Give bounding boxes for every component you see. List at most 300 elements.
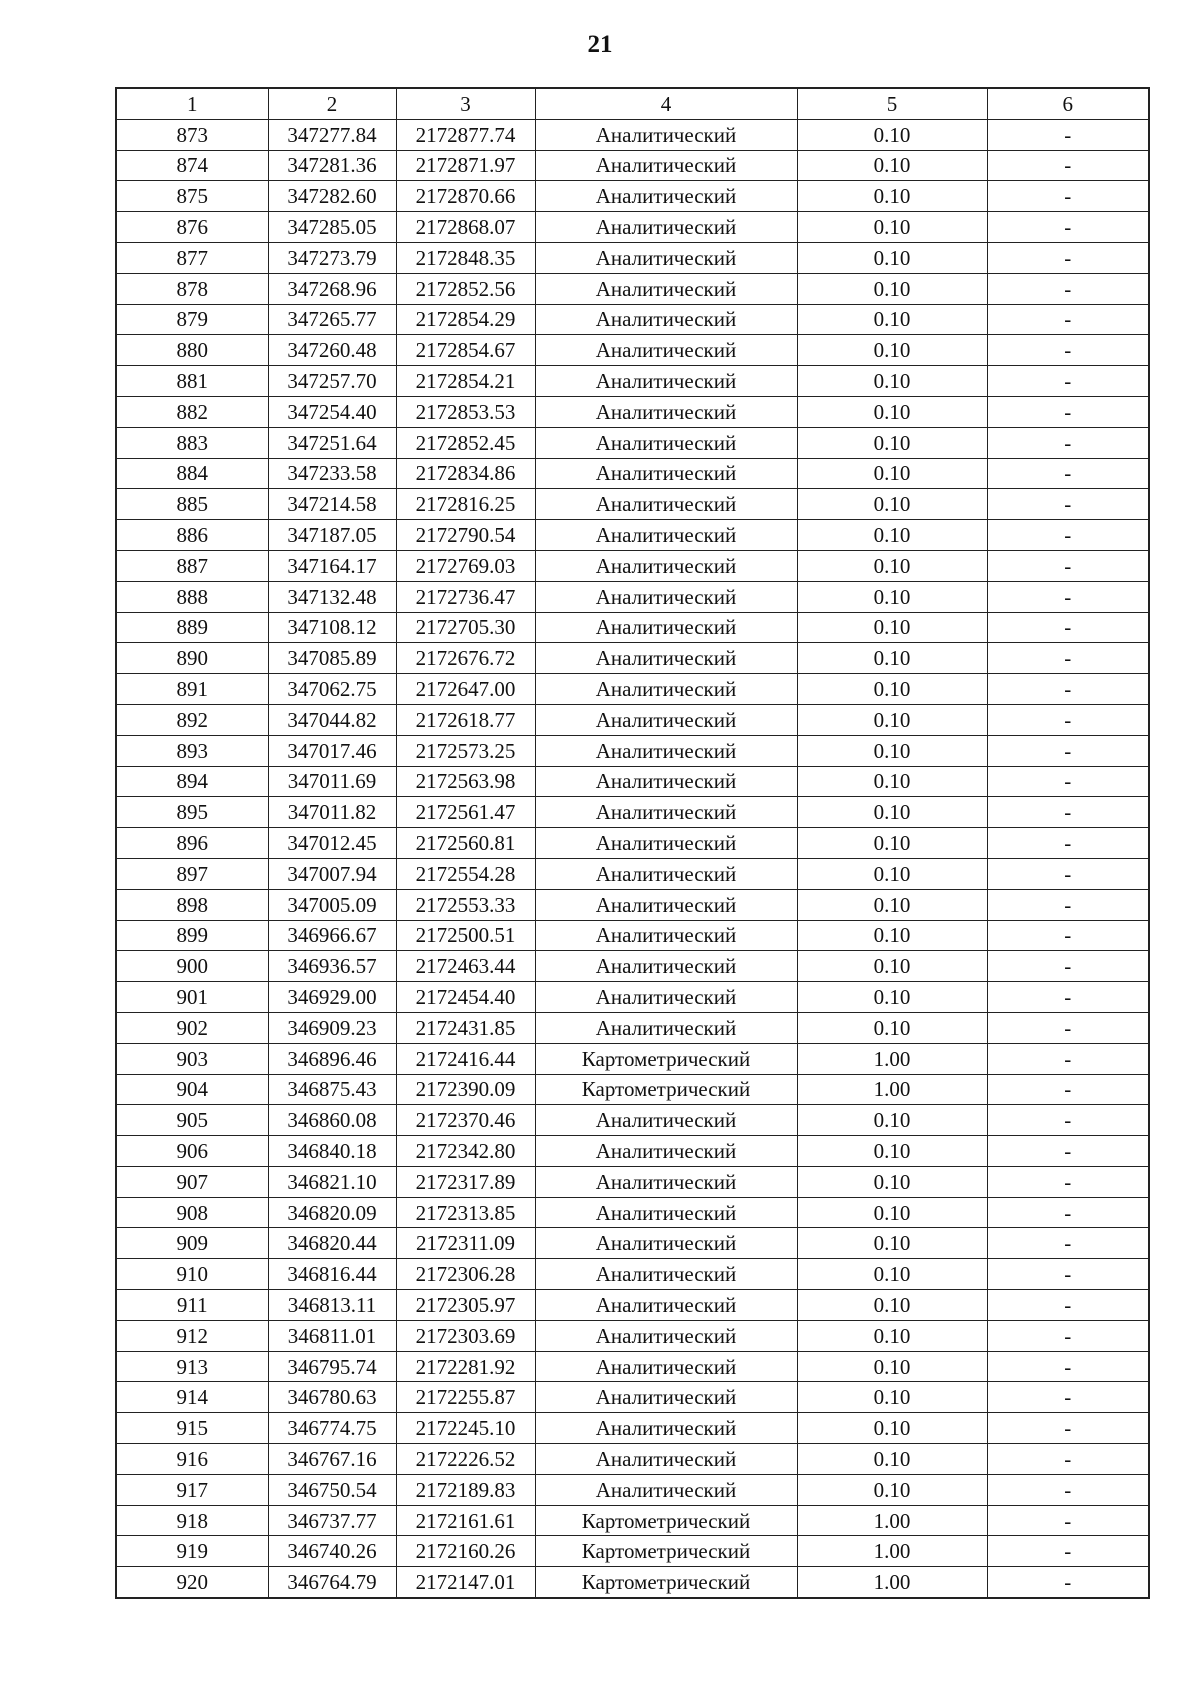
table-row: [116, 982, 1149, 1013]
x-coordinate-cell: 347187.05: [268, 520, 396, 551]
x-coordinate-cell: 347282.60: [268, 181, 396, 212]
x-coordinate-cell: 346767.16: [268, 1444, 396, 1475]
y-coordinate-cell: 2172342.80: [396, 1136, 535, 1167]
table-row: [116, 1382, 1149, 1413]
x-coordinate-cell: 346966.67: [268, 920, 396, 951]
method-cell: Аналитический: [535, 828, 797, 859]
point-number-cell: 897: [116, 858, 268, 889]
x-coordinate-cell: 347265.77: [268, 304, 396, 335]
point-number-cell: 893: [116, 735, 268, 766]
accuracy-cell: 0.10: [797, 1474, 987, 1505]
y-coordinate-cell: 2172563.98: [396, 766, 535, 797]
method-cell: Аналитический: [535, 889, 797, 920]
accuracy-cell: 0.10: [797, 889, 987, 920]
y-coordinate-cell: 2172255.87: [396, 1382, 535, 1413]
method-cell: Картометрический: [535, 1043, 797, 1074]
accuracy-cell: 0.10: [797, 674, 987, 705]
x-coordinate-cell: 347108.12: [268, 612, 396, 643]
table-row: [116, 335, 1149, 366]
table-row: [116, 704, 1149, 735]
table-body: [116, 119, 1149, 1598]
table-row: [116, 858, 1149, 889]
column-header-2: 2: [268, 88, 396, 119]
accuracy-cell: 0.10: [797, 427, 987, 458]
point-number-cell: 902: [116, 1012, 268, 1043]
table-row: [116, 304, 1149, 335]
method-cell: Аналитический: [535, 520, 797, 551]
table-row: [116, 458, 1149, 489]
point-number-cell: 884: [116, 458, 268, 489]
note-cell: -: [987, 1320, 1149, 1351]
point-number-cell: 901: [116, 982, 268, 1013]
accuracy-cell: 0.10: [797, 1290, 987, 1321]
point-number-cell: 877: [116, 242, 268, 273]
y-coordinate-cell: 2172852.56: [396, 273, 535, 304]
point-number-cell: 878: [116, 273, 268, 304]
note-cell: -: [987, 982, 1149, 1013]
x-coordinate-cell: 347005.09: [268, 889, 396, 920]
y-coordinate-cell: 2172454.40: [396, 982, 535, 1013]
note-cell: -: [987, 735, 1149, 766]
point-number-cell: 898: [116, 889, 268, 920]
y-coordinate-cell: 2172848.35: [396, 242, 535, 273]
table-row: [116, 212, 1149, 243]
table-row: [116, 1444, 1149, 1475]
accuracy-cell: 0.10: [797, 982, 987, 1013]
y-coordinate-cell: 2172854.21: [396, 366, 535, 397]
note-cell: -: [987, 1536, 1149, 1567]
point-number-cell: 919: [116, 1536, 268, 1567]
x-coordinate-cell: 347268.96: [268, 273, 396, 304]
y-coordinate-cell: 2172816.25: [396, 489, 535, 520]
table-row: [116, 1043, 1149, 1074]
y-coordinate-cell: 2172463.44: [396, 951, 535, 982]
method-cell: Аналитический: [535, 181, 797, 212]
method-cell: Картометрический: [535, 1567, 797, 1598]
note-cell: -: [987, 366, 1149, 397]
point-number-cell: 918: [116, 1505, 268, 1536]
accuracy-cell: 0.10: [797, 1413, 987, 1444]
accuracy-cell: 0.10: [797, 366, 987, 397]
x-coordinate-cell: 346795.74: [268, 1351, 396, 1382]
point-number-cell: 886: [116, 520, 268, 551]
accuracy-cell: 0.10: [797, 612, 987, 643]
x-coordinate-cell: 347017.46: [268, 735, 396, 766]
point-number-cell: 895: [116, 797, 268, 828]
note-cell: -: [987, 1382, 1149, 1413]
accuracy-cell: 0.10: [797, 1228, 987, 1259]
note-cell: -: [987, 828, 1149, 859]
x-coordinate-cell: 346909.23: [268, 1012, 396, 1043]
table-row: [116, 1228, 1149, 1259]
x-coordinate-cell: 346860.08: [268, 1105, 396, 1136]
note-cell: -: [987, 396, 1149, 427]
note-cell: -: [987, 612, 1149, 643]
method-cell: Аналитический: [535, 1351, 797, 1382]
table-row: [116, 1105, 1149, 1136]
table-row: [116, 920, 1149, 951]
accuracy-cell: 1.00: [797, 1074, 987, 1105]
accuracy-cell: 0.10: [797, 1136, 987, 1167]
column-header-1: 1: [116, 88, 268, 119]
y-coordinate-cell: 2172877.74: [396, 119, 535, 150]
accuracy-cell: 0.10: [797, 828, 987, 859]
accuracy-cell: 0.10: [797, 181, 987, 212]
accuracy-cell: 0.10: [797, 643, 987, 674]
x-coordinate-cell: 347251.64: [268, 427, 396, 458]
point-number-cell: 907: [116, 1166, 268, 1197]
y-coordinate-cell: 2172500.51: [396, 920, 535, 951]
method-cell: Аналитический: [535, 982, 797, 1013]
accuracy-cell: 0.10: [797, 1259, 987, 1290]
note-cell: -: [987, 1351, 1149, 1382]
method-cell: Аналитический: [535, 119, 797, 150]
x-coordinate-cell: 346936.57: [268, 951, 396, 982]
method-cell: Аналитический: [535, 858, 797, 889]
table-row: [116, 1074, 1149, 1105]
method-cell: Аналитический: [535, 1382, 797, 1413]
point-number-cell: 903: [116, 1043, 268, 1074]
column-header-3: 3: [396, 88, 535, 119]
note-cell: -: [987, 1043, 1149, 1074]
table-row: [116, 1567, 1149, 1598]
accuracy-cell: 0.10: [797, 581, 987, 612]
table-row: [116, 1290, 1149, 1321]
method-cell: Аналитический: [535, 704, 797, 735]
y-coordinate-cell: 2172871.97: [396, 150, 535, 181]
accuracy-cell: 0.10: [797, 550, 987, 581]
accuracy-cell: 0.10: [797, 766, 987, 797]
method-cell: Аналитический: [535, 335, 797, 366]
note-cell: -: [987, 458, 1149, 489]
note-cell: -: [987, 581, 1149, 612]
x-coordinate-cell: 347085.89: [268, 643, 396, 674]
note-cell: -: [987, 1166, 1149, 1197]
table-row: [116, 951, 1149, 982]
y-coordinate-cell: 2172561.47: [396, 797, 535, 828]
x-coordinate-cell: 347011.69: [268, 766, 396, 797]
x-coordinate-cell: 346813.11: [268, 1290, 396, 1321]
method-cell: Аналитический: [535, 1136, 797, 1167]
x-coordinate-cell: 346896.46: [268, 1043, 396, 1074]
y-coordinate-cell: 2172431.85: [396, 1012, 535, 1043]
method-cell: Аналитический: [535, 1413, 797, 1444]
method-cell: Аналитический: [535, 1105, 797, 1136]
x-coordinate-cell: 347281.36: [268, 150, 396, 181]
accuracy-cell: 0.10: [797, 304, 987, 335]
table-row: [116, 797, 1149, 828]
table-row: [116, 735, 1149, 766]
table-row: [116, 828, 1149, 859]
accuracy-cell: 1.00: [797, 1505, 987, 1536]
y-coordinate-cell: 2172189.83: [396, 1474, 535, 1505]
point-number-cell: 910: [116, 1259, 268, 1290]
table-row: [116, 1259, 1149, 1290]
note-cell: -: [987, 889, 1149, 920]
note-cell: -: [987, 1290, 1149, 1321]
y-coordinate-cell: 2172870.66: [396, 181, 535, 212]
accuracy-cell: 0.10: [797, 150, 987, 181]
table-row: [116, 550, 1149, 581]
note-cell: -: [987, 1505, 1149, 1536]
table-row: [116, 612, 1149, 643]
y-coordinate-cell: 2172834.86: [396, 458, 535, 489]
accuracy-cell: 0.10: [797, 858, 987, 889]
accuracy-cell: 0.10: [797, 242, 987, 273]
accuracy-cell: 0.10: [797, 1320, 987, 1351]
note-cell: -: [987, 1136, 1149, 1167]
method-cell: Аналитический: [535, 1197, 797, 1228]
method-cell: Аналитический: [535, 1444, 797, 1475]
point-number-cell: 908: [116, 1197, 268, 1228]
x-coordinate-cell: 347132.48: [268, 581, 396, 612]
y-coordinate-cell: 2172303.69: [396, 1320, 535, 1351]
method-cell: Картометрический: [535, 1074, 797, 1105]
y-coordinate-cell: 2172281.92: [396, 1351, 535, 1382]
table-row: [116, 1197, 1149, 1228]
table-row: [116, 1536, 1149, 1567]
point-number-cell: 883: [116, 427, 268, 458]
table-row: [116, 1474, 1149, 1505]
point-number-cell: 896: [116, 828, 268, 859]
y-coordinate-cell: 2172390.09: [396, 1074, 535, 1105]
table-row: [116, 889, 1149, 920]
point-number-cell: 892: [116, 704, 268, 735]
accuracy-cell: 1.00: [797, 1536, 987, 1567]
table-row: [116, 581, 1149, 612]
x-coordinate-cell: 347260.48: [268, 335, 396, 366]
x-coordinate-cell: 346840.18: [268, 1136, 396, 1167]
note-cell: -: [987, 920, 1149, 951]
note-cell: -: [987, 797, 1149, 828]
x-coordinate-cell: 346929.00: [268, 982, 396, 1013]
accuracy-cell: 0.10: [797, 1197, 987, 1228]
accuracy-cell: 0.10: [797, 1444, 987, 1475]
y-coordinate-cell: 2172245.10: [396, 1413, 535, 1444]
table-row: [116, 181, 1149, 212]
accuracy-cell: 0.10: [797, 920, 987, 951]
point-number-cell: 916: [116, 1444, 268, 1475]
note-cell: -: [987, 1259, 1149, 1290]
y-coordinate-cell: 2172305.97: [396, 1290, 535, 1321]
note-cell: -: [987, 1474, 1149, 1505]
note-cell: -: [987, 427, 1149, 458]
y-coordinate-cell: 2172854.29: [396, 304, 535, 335]
method-cell: Аналитический: [535, 304, 797, 335]
point-number-cell: 920: [116, 1567, 268, 1598]
y-coordinate-cell: 2172647.00: [396, 674, 535, 705]
x-coordinate-cell: 347277.84: [268, 119, 396, 150]
y-coordinate-cell: 2172852.45: [396, 427, 535, 458]
y-coordinate-cell: 2172226.52: [396, 1444, 535, 1475]
method-cell: Аналитический: [535, 1259, 797, 1290]
point-number-cell: 905: [116, 1105, 268, 1136]
x-coordinate-cell: 347007.94: [268, 858, 396, 889]
y-coordinate-cell: 2172854.67: [396, 335, 535, 366]
note-cell: -: [987, 766, 1149, 797]
point-number-cell: 882: [116, 396, 268, 427]
point-number-cell: 885: [116, 489, 268, 520]
method-cell: Аналитический: [535, 427, 797, 458]
y-coordinate-cell: 2172313.85: [396, 1197, 535, 1228]
note-cell: -: [987, 1444, 1149, 1475]
x-coordinate-cell: 347044.82: [268, 704, 396, 735]
table-row: [116, 242, 1149, 273]
method-cell: Аналитический: [535, 581, 797, 612]
point-number-cell: 909: [116, 1228, 268, 1259]
point-number-cell: 915: [116, 1413, 268, 1444]
column-header-6: 6: [987, 88, 1149, 119]
y-coordinate-cell: 2172311.09: [396, 1228, 535, 1259]
point-number-cell: 906: [116, 1136, 268, 1167]
accuracy-cell: 0.10: [797, 489, 987, 520]
x-coordinate-cell: 346774.75: [268, 1413, 396, 1444]
y-coordinate-cell: 2172160.26: [396, 1536, 535, 1567]
note-cell: -: [987, 674, 1149, 705]
column-header-4: 4: [535, 88, 797, 119]
method-cell: Аналитический: [535, 674, 797, 705]
method-cell: Аналитический: [535, 1290, 797, 1321]
note-cell: -: [987, 304, 1149, 335]
x-coordinate-cell: 346820.09: [268, 1197, 396, 1228]
y-coordinate-cell: 2172317.89: [396, 1166, 535, 1197]
x-coordinate-cell: 346750.54: [268, 1474, 396, 1505]
accuracy-cell: 0.10: [797, 1105, 987, 1136]
coordinates-table: [115, 87, 1150, 1599]
note-cell: -: [987, 1105, 1149, 1136]
note-cell: -: [987, 150, 1149, 181]
method-cell: Аналитический: [535, 273, 797, 304]
method-cell: Аналитический: [535, 150, 797, 181]
y-coordinate-cell: 2172560.81: [396, 828, 535, 859]
method-cell: Аналитический: [535, 797, 797, 828]
note-cell: -: [987, 489, 1149, 520]
y-coordinate-cell: 2172769.03: [396, 550, 535, 581]
note-cell: -: [987, 181, 1149, 212]
y-coordinate-cell: 2172705.30: [396, 612, 535, 643]
point-number-cell: 890: [116, 643, 268, 674]
accuracy-cell: 0.10: [797, 735, 987, 766]
table-row: [116, 1166, 1149, 1197]
note-cell: -: [987, 643, 1149, 674]
method-cell: Картометрический: [535, 1536, 797, 1567]
point-number-cell: 900: [116, 951, 268, 982]
y-coordinate-cell: 2172370.46: [396, 1105, 535, 1136]
method-cell: Аналитический: [535, 951, 797, 982]
accuracy-cell: 0.10: [797, 396, 987, 427]
accuracy-cell: 0.10: [797, 797, 987, 828]
method-cell: Аналитический: [535, 489, 797, 520]
accuracy-cell: 1.00: [797, 1567, 987, 1598]
y-coordinate-cell: 2172554.28: [396, 858, 535, 889]
note-cell: -: [987, 550, 1149, 581]
accuracy-cell: 0.10: [797, 335, 987, 366]
y-coordinate-cell: 2172161.61: [396, 1505, 535, 1536]
method-cell: Аналитический: [535, 735, 797, 766]
header-row: [116, 88, 1149, 119]
note-cell: -: [987, 242, 1149, 273]
method-cell: Картометрический: [535, 1505, 797, 1536]
x-coordinate-cell: 347257.70: [268, 366, 396, 397]
table-row: [116, 674, 1149, 705]
accuracy-cell: 0.10: [797, 1351, 987, 1382]
point-number-cell: 879: [116, 304, 268, 335]
accuracy-cell: 1.00: [797, 1043, 987, 1074]
accuracy-cell: 0.10: [797, 1382, 987, 1413]
method-cell: Аналитический: [535, 396, 797, 427]
point-number-cell: 891: [116, 674, 268, 705]
point-number-cell: 875: [116, 181, 268, 212]
method-cell: Аналитический: [535, 1166, 797, 1197]
x-coordinate-cell: 347062.75: [268, 674, 396, 705]
x-coordinate-cell: 346764.79: [268, 1567, 396, 1598]
point-number-cell: 888: [116, 581, 268, 612]
x-coordinate-cell: 346737.77: [268, 1505, 396, 1536]
point-number-cell: 887: [116, 550, 268, 581]
table-row: [116, 1505, 1149, 1536]
point-number-cell: 912: [116, 1320, 268, 1351]
note-cell: -: [987, 1074, 1149, 1105]
accuracy-cell: 0.10: [797, 458, 987, 489]
table-row: [116, 150, 1149, 181]
y-coordinate-cell: 2172416.44: [396, 1043, 535, 1074]
method-cell: Аналитический: [535, 1320, 797, 1351]
table-row: [116, 766, 1149, 797]
table-row: [116, 366, 1149, 397]
y-coordinate-cell: 2172553.33: [396, 889, 535, 920]
method-cell: Аналитический: [535, 550, 797, 581]
y-coordinate-cell: 2172853.53: [396, 396, 535, 427]
accuracy-cell: 0.10: [797, 273, 987, 304]
point-number-cell: 904: [116, 1074, 268, 1105]
point-number-cell: 876: [116, 212, 268, 243]
x-coordinate-cell: 346816.44: [268, 1259, 396, 1290]
y-coordinate-cell: 2172676.72: [396, 643, 535, 674]
x-coordinate-cell: 347012.45: [268, 828, 396, 859]
accuracy-cell: 0.10: [797, 1012, 987, 1043]
method-cell: Аналитический: [535, 766, 797, 797]
x-coordinate-cell: 347285.05: [268, 212, 396, 243]
note-cell: -: [987, 1413, 1149, 1444]
x-coordinate-cell: 347254.40: [268, 396, 396, 427]
x-coordinate-cell: 347164.17: [268, 550, 396, 581]
table-row: [116, 1413, 1149, 1444]
y-coordinate-cell: 2172306.28: [396, 1259, 535, 1290]
note-cell: -: [987, 273, 1149, 304]
note-cell: -: [987, 520, 1149, 551]
column-header-5: 5: [797, 88, 987, 119]
method-cell: Аналитический: [535, 920, 797, 951]
table-row: [116, 427, 1149, 458]
note-cell: -: [987, 1228, 1149, 1259]
point-number-cell: 881: [116, 366, 268, 397]
accuracy-cell: 0.10: [797, 212, 987, 243]
accuracy-cell: 0.10: [797, 1166, 987, 1197]
note-cell: -: [987, 119, 1149, 150]
x-coordinate-cell: 347273.79: [268, 242, 396, 273]
point-number-cell: 894: [116, 766, 268, 797]
table-row: [116, 1351, 1149, 1382]
point-number-cell: 899: [116, 920, 268, 951]
y-coordinate-cell: 2172868.07: [396, 212, 535, 243]
y-coordinate-cell: 2172790.54: [396, 520, 535, 551]
note-cell: -: [987, 212, 1149, 243]
point-number-cell: 873: [116, 119, 268, 150]
accuracy-cell: 0.10: [797, 119, 987, 150]
method-cell: Аналитический: [535, 1474, 797, 1505]
method-cell: Аналитический: [535, 643, 797, 674]
y-coordinate-cell: 2172147.01: [396, 1567, 535, 1598]
